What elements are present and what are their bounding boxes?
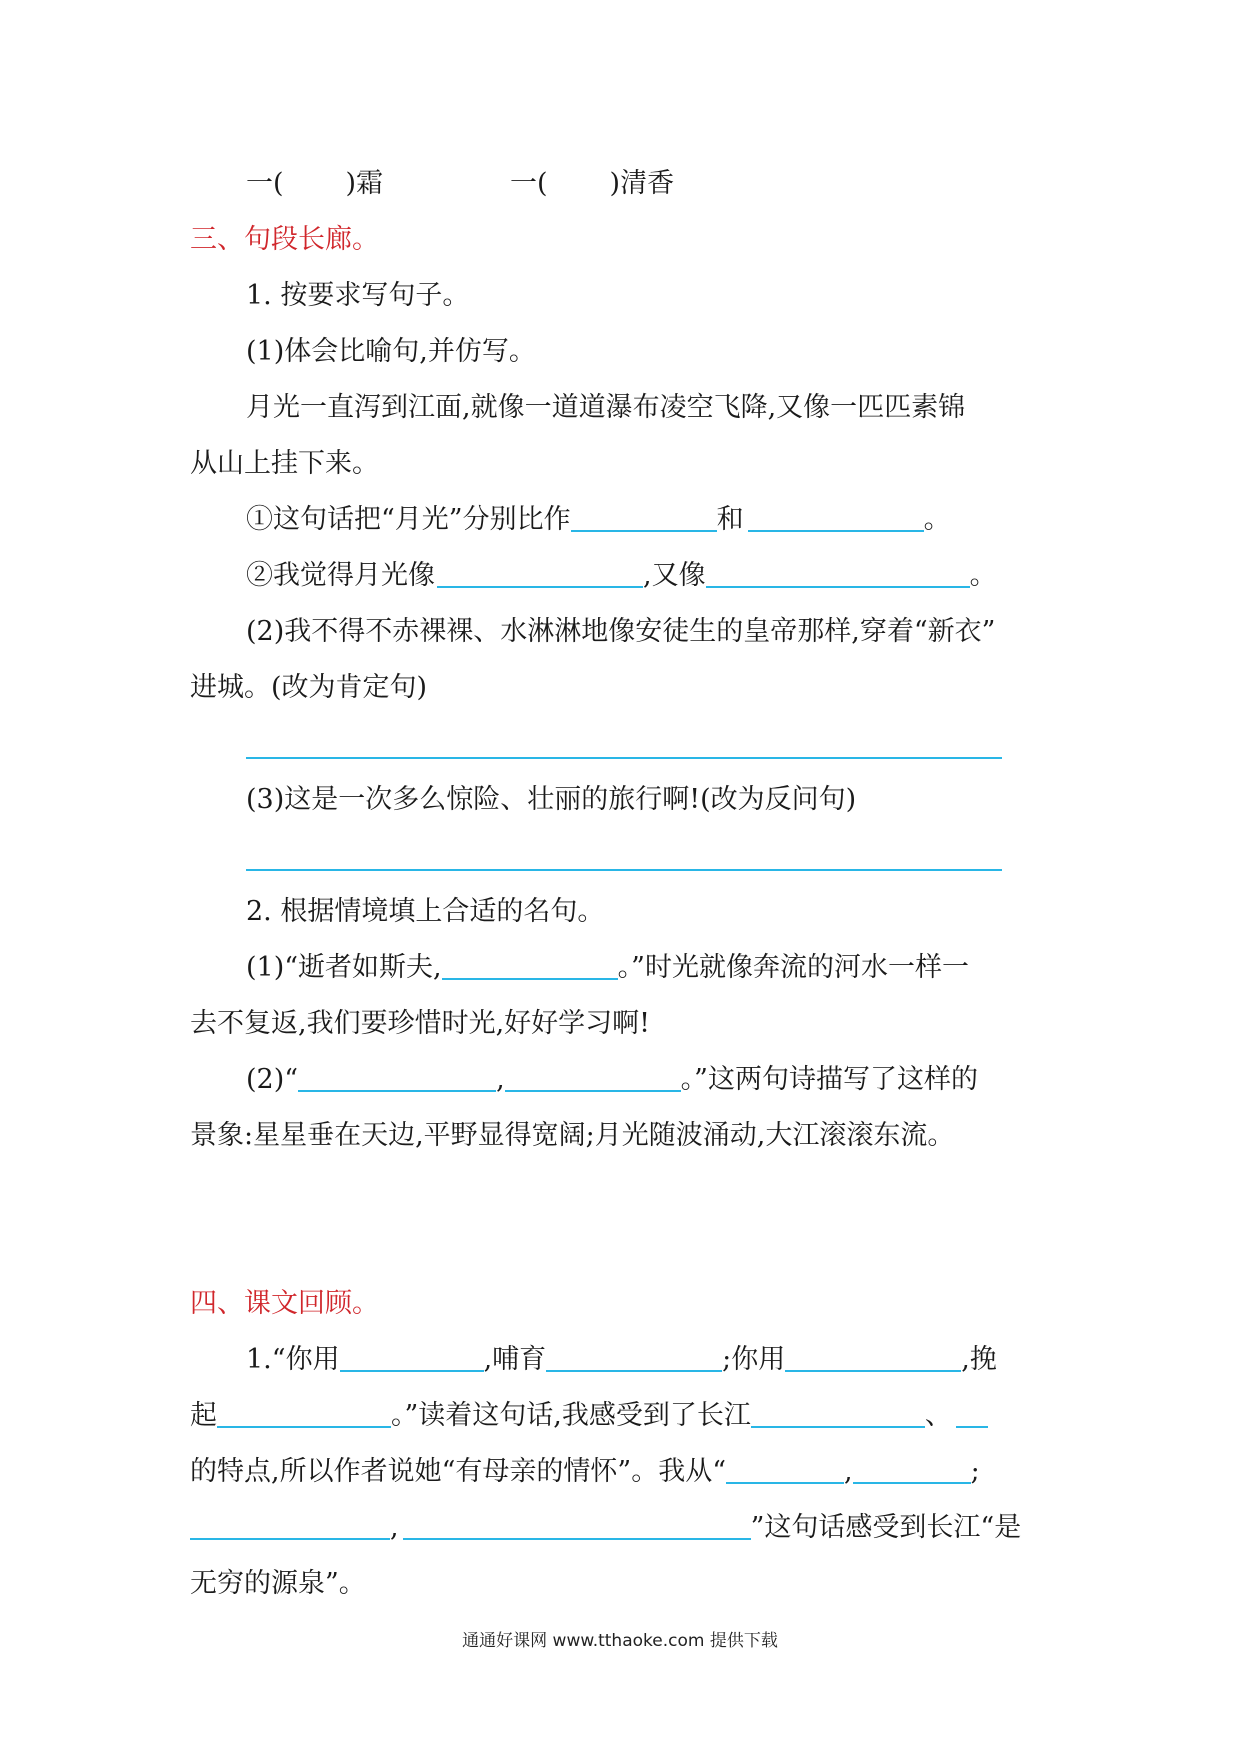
answer-blank[interactable] (956, 1400, 988, 1428)
answer-blank[interactable] (853, 1456, 971, 1484)
q1-3: (3)这是一次多么惊险、壮丽的旅行啊!(改为反问句) (246, 784, 857, 815)
answer-blank[interactable] (340, 1344, 484, 1372)
answer-blank[interactable] (785, 1344, 961, 1372)
q2-title: 2. 根据情境填上合适的名句。 (246, 896, 605, 927)
answer-blank[interactable] (403, 1512, 751, 1540)
answer-blank[interactable] (546, 1344, 722, 1372)
answer-blank[interactable] (298, 1064, 496, 1092)
answer-blank[interactable] (442, 952, 618, 980)
q1-1-a: ①这句话把“月光”分别比作 和 。 (246, 504, 951, 535)
q1-2-line2: 进城。(改为肯定句) (190, 672, 428, 703)
q2-2-line2: 景象:星星垂在天边,平野显得宽阔;月光随波涌动,大江滚滚东流。 (190, 1120, 955, 1151)
answer-blank[interactable] (706, 560, 970, 588)
footer-credit: 通通好课网 www.tthaoke.com 提供下载 (462, 1631, 778, 1651)
s4-q1-line3: 的特点,所以作者说她“有母亲的情怀”。我从“ , ; (190, 1456, 980, 1487)
answer-blank[interactable] (505, 1064, 681, 1092)
answer-blank[interactable] (437, 560, 643, 588)
q2-1-line1: (1)“逝者如斯夫, 。”时光就像奔流的河水一样一 (246, 952, 969, 983)
answer-blank[interactable] (726, 1456, 844, 1484)
s4-q1-line4: , ”这句话感受到长江“是 (190, 1510, 1021, 1546)
s4-q1-line5: 无穷的源泉”。 (190, 1568, 366, 1599)
q1-title: 1. 按要求写句子。 (246, 280, 470, 311)
section4-heading: 四、课文回顾。 (190, 1288, 379, 1319)
answer-blank[interactable] (751, 1400, 925, 1428)
answer-line[interactable] (246, 869, 1002, 871)
q1-1-b: ②我觉得月光像 ,又像 。 (246, 560, 997, 591)
fill-item-fragrance: 一( )清香 (510, 168, 675, 199)
s4-q1-line1: 1.“你用 ,哺育 ;你用 ,挽 (246, 1344, 997, 1375)
q1-1-passage-line1: 月光一直泻到江面,就像一道道瀑布凌空飞降,又像一匹匹素锦 (246, 392, 966, 423)
s4-q1-line2: 起 。”读着这句话,我感受到了长江 、 (190, 1398, 988, 1434)
q1-2-line1: (2)我不得不赤裸裸、水淋淋地像安徒生的皇帝那样,穿着“新衣” (246, 616, 996, 647)
q1-1-passage-line2: 从山上挂下来。 (190, 448, 379, 479)
answer-blank[interactable] (190, 1512, 390, 1540)
answer-line[interactable] (246, 757, 1002, 759)
answer-blank[interactable] (571, 504, 717, 532)
q1-1-instruction: (1)体会比喻句,并仿写。 (246, 336, 536, 367)
section3-heading: 三、句段长廊。 (190, 224, 379, 255)
q2-1-line2: 去不复返,我们要珍惜时光,好好学习啊! (190, 1008, 651, 1039)
answer-blank[interactable] (217, 1400, 391, 1428)
fill-item-frost: 一( )霜 (246, 168, 384, 199)
answer-blank[interactable] (748, 504, 924, 532)
q2-2-line1: (2)“ , 。”这两句诗描写了这样的 (246, 1064, 978, 1095)
